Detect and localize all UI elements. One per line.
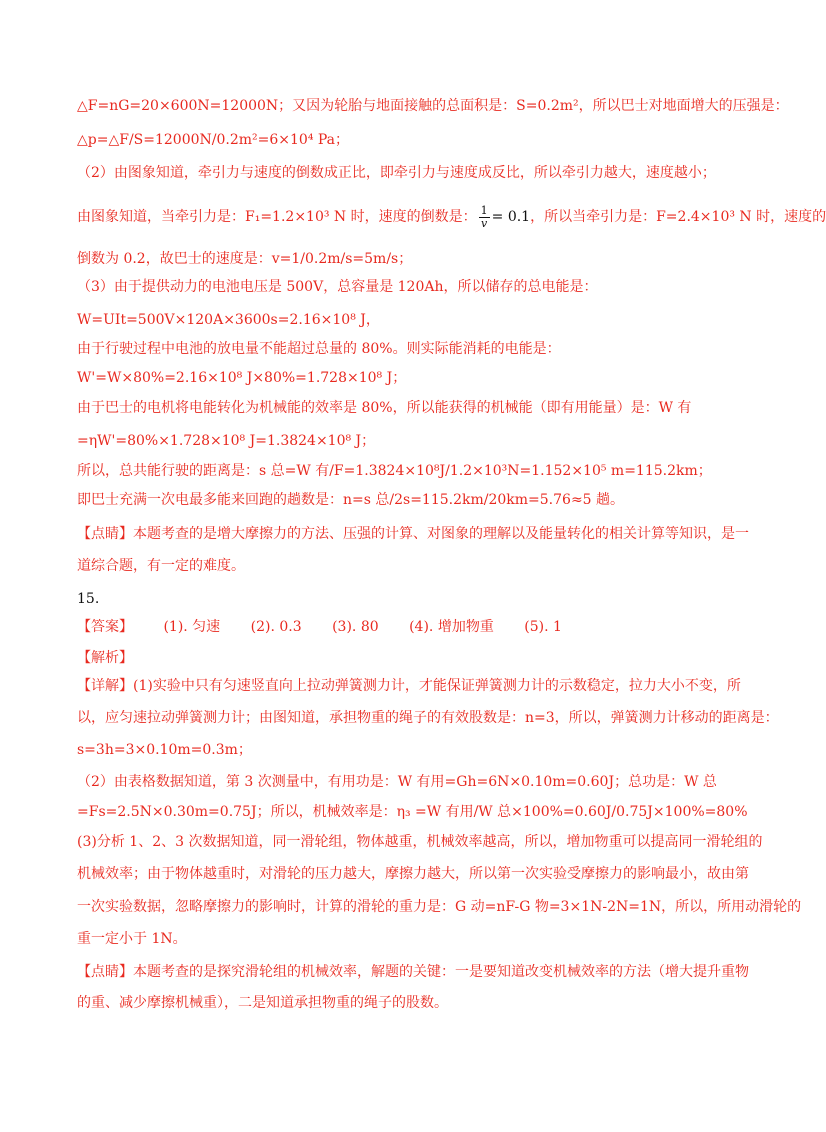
text-line: =Fs=2.5N×0.30m=0.75J；所以，机械效率是：η₃ =W 有用/W 总×100%=0.60J/0.75J×100%=80% (77, 804, 748, 820)
text-line: =ηW'=80%×1.728×10⁸ J=1.3824×10⁸ J； (77, 433, 376, 449)
text-line-with-fraction (77, 202, 826, 232)
text-segment: = 0.1 (491, 209, 531, 225)
text-line: 重一定小于 1N。 (77, 931, 187, 947)
text-line: （2）由表格数据知道，第 3 次测量中，有用功是：W 有用=Gh=6N×0.10m=0.60J；总功是：W 总 (77, 774, 717, 790)
answer-heading: 【答案】 (77, 619, 133, 635)
text-segment: 由图象知道，当牵引力是：F₁=1.2×10³ N 时，速度的倒数是： (77, 209, 477, 225)
text-line: 所以，总共能行驶的距离是：s 总=W 有/F=1.3824×10⁸J/1.2×10³N=1.152×10⁵ m=115.2km； (77, 463, 712, 479)
fraction-numerator: 1 (480, 203, 488, 217)
text-line: 【详解】(1)实验中只有匀速竖直向上拉动弹簧测力计，才能保证弹簧测力计的示数稳定，拉力大小不变，所 (77, 678, 741, 694)
text-line: (3)分析 1、2、3 次数据知道，同一滑轮组，物体越重，机械效率越高，所以，增加物重可以提高同一滑轮组的 (77, 834, 763, 850)
text-line: 【点睛】本题考查的是增大摩擦力的方法、压强的计算、对图象的理解以及能量转化的相关计算等知识，是一 (77, 526, 749, 542)
analysis-heading: 【解析】 (77, 650, 133, 666)
text-line: W=UIt=500V×120A×3600s=2.16×10⁸ J， (77, 312, 380, 328)
text-line: s=3h=3×0.10m=0.3m； (77, 742, 252, 758)
text-line: 的重、减少摩擦机械重），二是知道承担物重的绳子的股数。 (77, 995, 448, 1011)
text-segment: ，所以当牵引力是：F=2.4×10³ N 时，速度的 (530, 209, 826, 225)
text-line: 由于行驶过程中电池的放电量不能超过总量的 80%。则实际能消耗的电能是： (77, 341, 561, 357)
text-line: 机械效率；由于物体越重时，对滑轮的压力越大，摩擦力越大，所以第一次实验受摩擦力的影响最小，故由第 (77, 866, 749, 882)
question-number: 15. (77, 591, 100, 607)
text-line: 倒数为 0.2，故巴士的速度是：v=1/0.2m/s=5m/s； (77, 251, 413, 267)
answer-item: (4). 增加物重 (409, 619, 494, 635)
text-line: （2）由图象知道，牵引力与速度的倒数成正比，即牵引力与速度成反比，所以牵引力越大，速度越小； (77, 165, 716, 181)
answer-item: (2). 0.3 (250, 619, 302, 635)
fraction (479, 205, 490, 230)
text-line: 【点睛】本题考查的是探究滑轮组的机械效率，解题的关键：一是要知道改变机械效率的方法（增大提升重物 (77, 964, 749, 980)
text-line: △p=△F/S=12000N/0.2m²=6×10⁴ Pa； (77, 132, 350, 148)
answer-item: (5). 1 (524, 619, 562, 635)
answer-item: (3). 80 (332, 619, 379, 635)
text-line: △F=nG=20×600N=12000N；又因为轮胎与地面接触的总面积是：S=0.2m²，所以巴士对地面增大的压强是： (77, 98, 789, 114)
text-line: 一次实验数据，忽略摩擦力的影响时，计算的滑轮的重力是：G 动=nF-G 物=3×1N-2N=1N，所以，所用动滑轮的 (77, 899, 802, 915)
text-line: 以，应匀速拉动弹簧测力计；由图知道，承担物重的绳子的有效股数是：n=3，所以，弹簧测力计移动的距离是： (77, 710, 779, 726)
answer-item: (1). 匀速 (163, 619, 221, 635)
fraction-denominator: v (481, 216, 488, 230)
text-line: 道综合题，有一定的难度。 (77, 558, 245, 574)
text-line: 即巴士充满一次电最多能来回跑的趟数是：n=s 总/2s=115.2km/20km=5.76≈5 趟。 (77, 492, 625, 508)
text-line: 由于巴士的电机将电能转化为机械能的效率是 80%，所以能获得的机械能（即有用能量）是：W 有 (77, 400, 692, 416)
text-line: （3）由于提供动力的电池电压是 500V，总容量是 120Ah，所以储存的总电能是： (77, 279, 598, 295)
text-line: W'=W×80%=2.16×10⁸ J×80%=1.728×10⁸ J； (77, 370, 407, 386)
answer-line (77, 617, 727, 639)
